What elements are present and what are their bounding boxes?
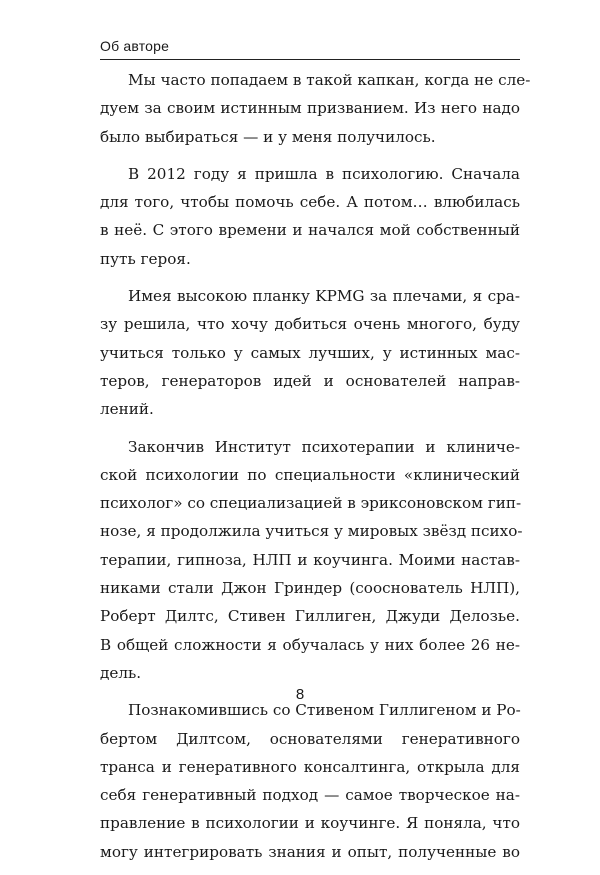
text-line: правление в психологии и коучинге. Я поняла, что xyxy=(100,814,520,833)
text-line: путь героя. xyxy=(100,249,191,268)
text-line: в неё. С этого времени и начался мой собственный xyxy=(100,221,520,240)
text-line: для того, чтобы помочь себе. А потом… влюбилась xyxy=(100,193,520,212)
body-text xyxy=(100,66,531,875)
text-line: Мы часто попадаем в такой капкан, когда не сле- xyxy=(128,71,531,89)
paragraph xyxy=(100,282,520,423)
page-number: 8 xyxy=(295,686,305,703)
text-line: Имея высокою планку KPMG за плечами, я сра- xyxy=(128,287,520,306)
header-rule xyxy=(100,59,520,60)
text-line: психолог» со специализацией в эриксоновском гип- xyxy=(100,494,522,513)
text-line: никами стали Джон Гриндер (сооснователь НЛП), xyxy=(100,579,520,598)
text-line: лений. xyxy=(100,400,154,419)
paragraph xyxy=(100,433,523,688)
text-line: транса и генеративного консалтинга, открыла для xyxy=(100,757,520,776)
text-line: было выбираться — и у меня получилось. xyxy=(100,127,436,146)
text-line: нозе, я продолжила учиться у мировых звёзд психо- xyxy=(100,522,523,541)
text-line: Познакомившись со Стивеном Гиллигеном и Ро- xyxy=(128,701,521,720)
text-line: себя генеративный подход — самое творческое на- xyxy=(100,786,520,805)
running-header: Об авторе xyxy=(100,38,170,54)
text-line: Роберт Дилтс, Стивен Гиллиген, Джуди Делозье. xyxy=(100,607,520,626)
text-line: могу интегрировать знания и опыт, полученные во xyxy=(100,842,520,861)
text-line: В 2012 году я пришла в психологию. Сначала xyxy=(128,164,520,183)
text-line: В общей сложности я обучалась у них более 26 не- xyxy=(100,635,520,654)
text-line: Закончив Институт психотерапии и клиниче- xyxy=(128,437,520,456)
text-line: дуем за своим истинным призванием. Из него надо xyxy=(100,99,520,118)
paragraph xyxy=(100,160,520,273)
text-line: бертом Дилтсом, основателями генеративного xyxy=(100,729,520,748)
text-line: зу решила, что хочу добиться очень многого, буду xyxy=(100,315,520,334)
text-line: терапии, гипноза, НЛП и коучинга. Моими настав- xyxy=(100,550,520,569)
paragraph xyxy=(100,66,531,151)
text-line: учиться только у самых лучших, у истинных мас- xyxy=(100,343,520,362)
text-line: ской психологии по специальности «клинический xyxy=(100,465,520,484)
text-line: дель. xyxy=(100,663,142,682)
paragraph xyxy=(100,696,520,866)
text-line: теров, генераторов идей и основателей направ- xyxy=(100,371,520,390)
